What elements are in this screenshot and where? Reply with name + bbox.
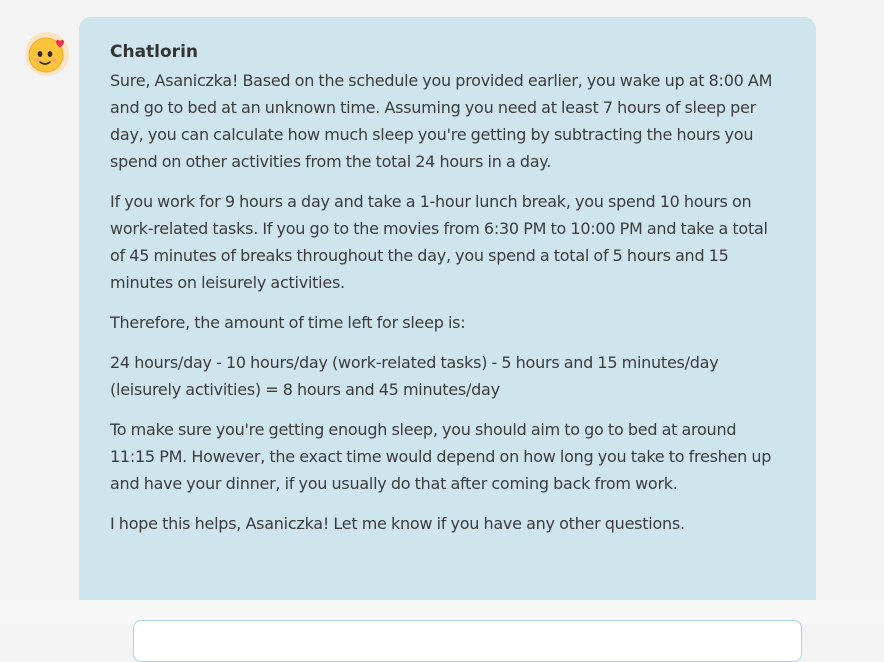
- message-paragraph: Therefore, the amount of time left for sleep is:: [110, 313, 466, 332]
- message-input[interactable]: [133, 620, 802, 662]
- avatar: [25, 32, 69, 76]
- sender-name: Chatlorin: [110, 42, 198, 62]
- message-paragraph: 24 hours/day - 10 hours/day (work-related tasks) - 5 hours and 15 minutes/day (leisurely activities) = 8 hours and 45 minutes/day: [110, 353, 719, 399]
- message-body: [110, 67, 784, 537]
- message-paragraph: If you work for 9 hours a day and take a 1-hour lunch break, you spend 10 hours on work-related tasks. If you go to the movies from 6:30 PM to 10:00 PM and take a total of 45 minutes of breaks throughout the day, you spend a total of 5 hours and 15 minutes on leisurely activities.: [110, 192, 768, 292]
- message-paragraph: To make sure you're getting enough sleep, you should aim to go to bed at around 11:15 PM. However, the exact time would depend on how long you take to freshen up and have your dinner, if you usually do that after coming back from work.: [110, 420, 772, 493]
- message-paragraph: I hope this helps, Asaniczka! Let me know if you have any other questions.: [110, 514, 685, 533]
- message-paragraph: Sure, Asaniczka! Based on the schedule you provided earlier, you wake up at 8:00 AM and go to bed at an unknown time. Assuming you need at least 7 hours of sleep per day, you can calculate how much sleep you're getting by subtracting the hours you spend on other activities from the total 24 hours in a day.: [110, 71, 773, 171]
- smiling-face-with-heart-icon: [25, 32, 69, 76]
- assistant-message-bubble: [79, 17, 816, 600]
